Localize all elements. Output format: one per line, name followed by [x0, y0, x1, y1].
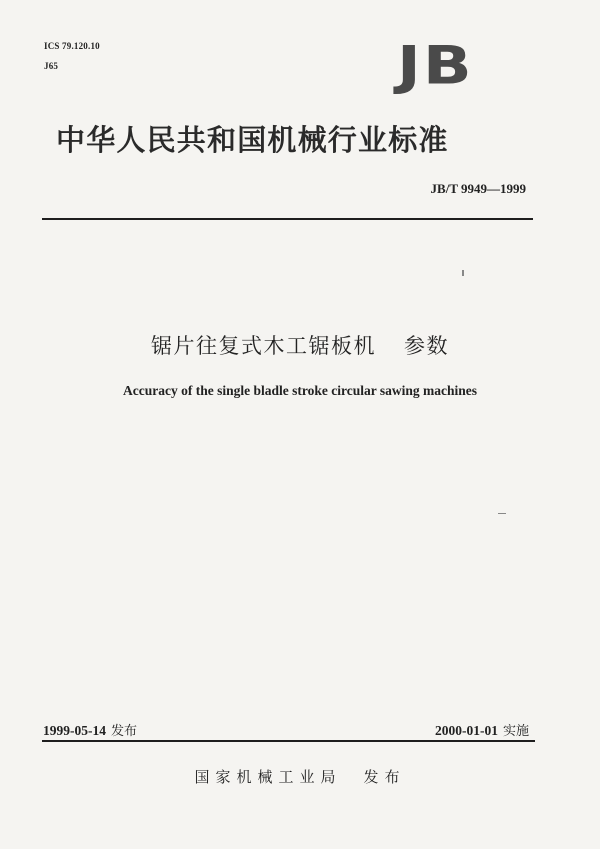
- document-title-chinese: [0, 330, 600, 360]
- ccs-code: J65: [44, 61, 59, 71]
- top-divider: [42, 218, 533, 220]
- scan-speck: [498, 513, 506, 514]
- classification-codes: [44, 36, 100, 76]
- issue-date-block: [43, 720, 137, 739]
- implement-date-block: [435, 720, 529, 739]
- publisher-org: 国家机械工业局: [194, 768, 342, 786]
- implement-date: 2000-01-01: [434, 723, 498, 738]
- implement-label: 实施: [502, 724, 529, 739]
- title-sub: 参数: [404, 334, 449, 358]
- publisher-action: 发布: [363, 768, 406, 786]
- standard-number: JB/T 9949—1999: [430, 181, 526, 196]
- ics-code: ICS 79.120.10: [44, 41, 100, 51]
- jb-logo: JB: [397, 35, 474, 97]
- issue-label: 发布: [111, 724, 138, 739]
- issue-date: 1999-05-14: [43, 723, 106, 738]
- publisher-line: [0, 766, 600, 787]
- standard-authority-title: 中华人民共和国机械行业标准: [56, 123, 449, 157]
- document-title-english: Accuracy of the single bladle stroke circular sawing machines: [123, 383, 477, 398]
- title-main: 锯片往复式木工锯板机: [151, 334, 376, 358]
- bottom-divider: [42, 740, 535, 742]
- scan-speck: [462, 270, 464, 276]
